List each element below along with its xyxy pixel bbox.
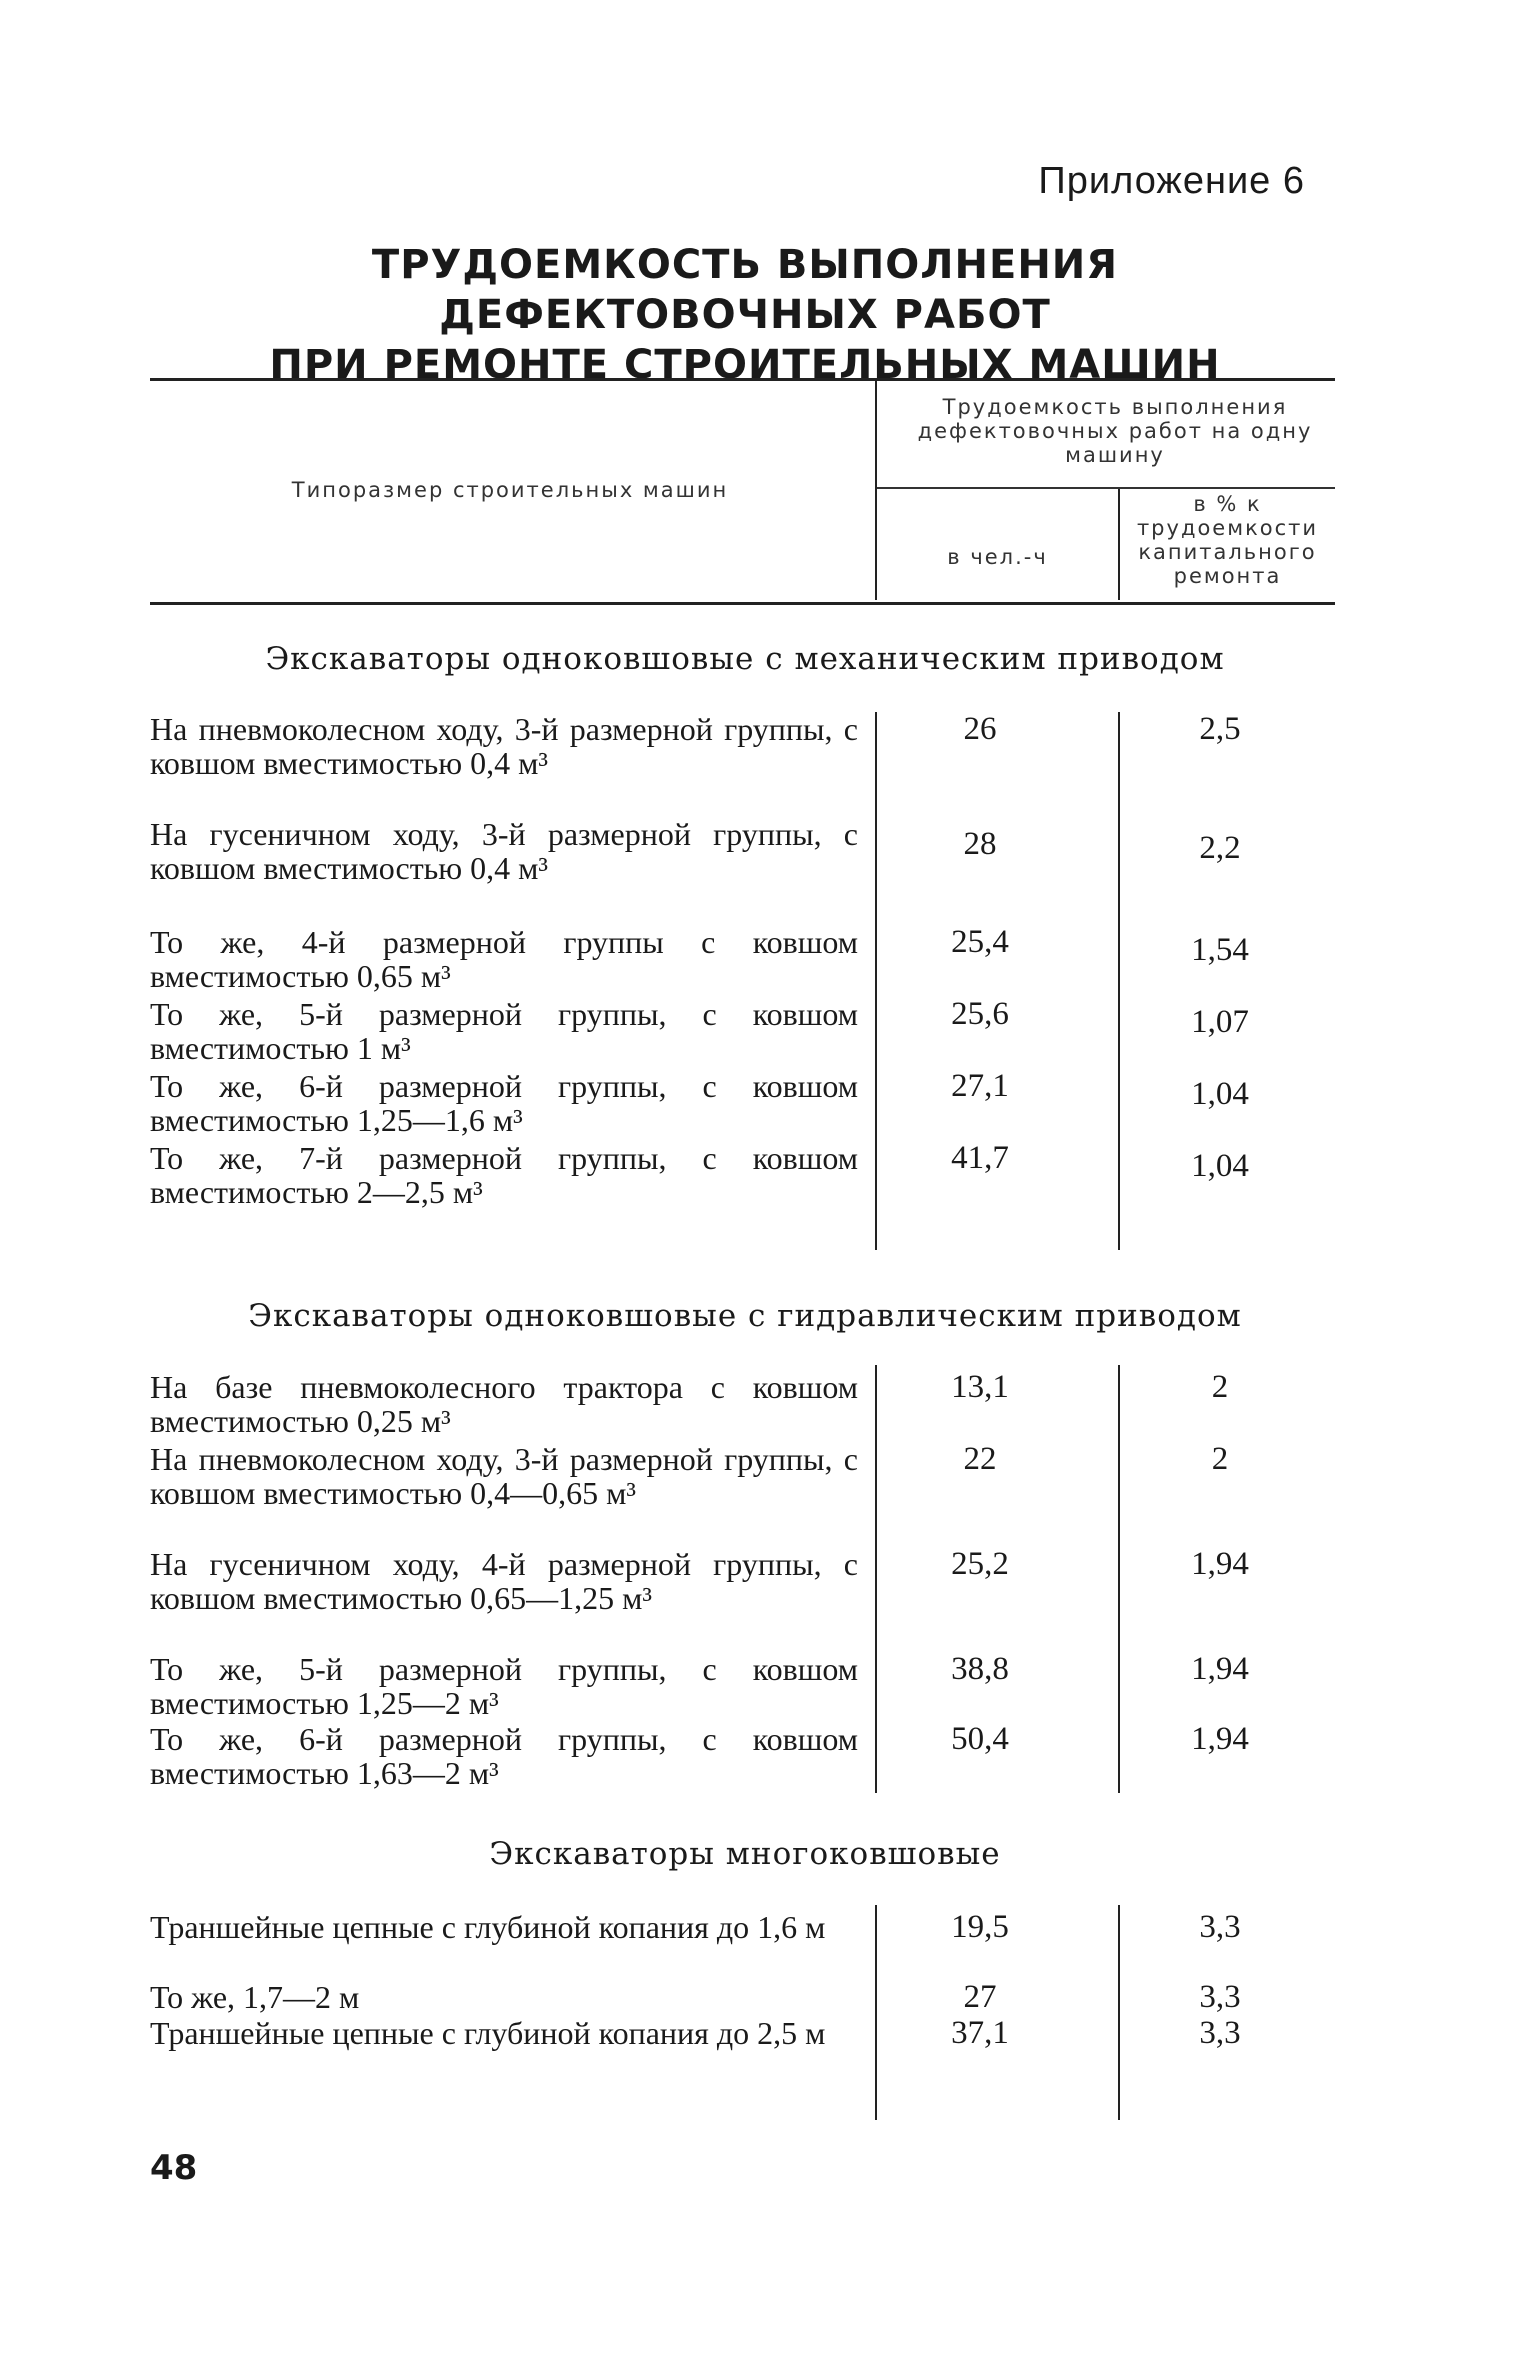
row-hours: 37,1 [951,2015,1009,2051]
table-top-rule [150,378,1335,381]
row-hours: 13,1 [951,1369,1009,1405]
row-percent: 2 [1211,1369,1229,1405]
row-description: Траншейные цепные с глубиной копания до 2,5 м [150,2015,826,2051]
row-description: То же, 5-й размерной группы, с ковшом вместимостью 1 м³ [150,996,858,1066]
row-hours: 25,6 [951,996,1009,1032]
row-description: На гусеничном ходу, 4-й размерной группы, с ковшом вместимостью 0,65—1,25 м³ [150,1546,858,1616]
row-percent: 1,04 [1191,1148,1249,1184]
title-line-2: ПРИ РЕМОНТЕ СТРОИТЕЛЬНЫХ МАШИН [269,342,1221,388]
row-description: На базе пневмоколесного трактора с ковшом вместимостью 0,25 м³ [150,1369,858,1439]
header-subrule [877,487,1335,489]
column-divider [1118,1905,1120,2120]
header-divider-main [875,380,877,600]
row-description: На пневмоколесном ходу, 3-й размерной группы, с ковшом вместимостью 0,4—0,65 м³ [150,1441,858,1511]
row-description: На гусеничном ходу, 3-й размерной группы, с ковшом вместимостью 0,4 м³ [150,816,858,886]
row-percent: 2,5 [1199,711,1241,747]
section-title: Экскаваторы одноковшовые с механическим приводом [265,641,1225,677]
page-number: 48 [150,2148,198,2188]
row-percent: 2,2 [1199,830,1241,866]
header-group: Трудоемкость выполнения дефектовочных работ на одну машину [917,395,1313,467]
row-percent: 1,54 [1191,932,1249,968]
row-description: То же, 4-й размерной группы с ковшом вместимостью 0,65 м³ [150,924,858,994]
row-percent: 3,3 [1199,1909,1241,1945]
row-description: То же, 6-й размерной группы, с ковшом вместимостью 1,63—2 м³ [150,1721,858,1791]
row-hours: 22 [963,1441,997,1477]
row-hours: 28 [963,826,997,862]
title-line-1: ТРУДОЕМКОСТЬ ВЫПОЛНЕНИЯ ДЕФЕКТОВОЧНЫХ РАБОТ [371,242,1119,338]
column-divider [1118,712,1120,1250]
header-type: Типоразмер строительных машин [291,478,729,502]
row-hours: 41,7 [951,1140,1009,1176]
table-header-bottom-rule [150,602,1335,605]
column-divider [875,1905,877,2120]
row-percent: 3,3 [1199,1979,1241,2015]
row-hours: 19,5 [951,1909,1009,1945]
header-percent: в % к трудоемкости капитального ремонта [1136,492,1319,588]
row-hours: 27 [963,1979,997,2015]
header-divider-sub [1118,489,1120,600]
row-hours: 26 [963,711,997,747]
row-percent: 1,04 [1191,1076,1249,1112]
row-hours: 38,8 [951,1651,1009,1687]
row-percent: 1,94 [1191,1721,1249,1757]
section-title: Экскаваторы многоковшовые [489,1836,1001,1872]
row-hours: 50,4 [951,1721,1009,1757]
page-title [150,240,1340,390]
row-hours: 25,4 [951,924,1009,960]
column-divider [1118,1365,1120,1793]
appendix-label: Приложение 6 [1038,160,1305,202]
row-percent: 3,3 [1199,2015,1241,2051]
row-description: На пневмоколесном ходу, 3-й размерной группы, с ковшом вместимостью 0,4 м³ [150,711,858,781]
header-hours: в чел.-ч [947,545,1048,569]
row-description: Траншейные цепные с глубиной копания до 1,6 м [150,1909,826,1945]
row-description: То же, 5-й размерной группы, с ковшом вместимостью 1,25—2 м³ [150,1651,858,1721]
column-divider [875,1365,877,1793]
row-percent: 2 [1211,1441,1229,1477]
row-hours: 27,1 [951,1068,1009,1104]
row-percent: 1,07 [1191,1004,1249,1040]
row-description: То же, 6-й размерной группы, с ковшом вместимостью 1,25—1,6 м³ [150,1068,858,1138]
column-divider [875,712,877,1250]
row-description: То же, 7-й размерной группы, с ковшом вместимостью 2—2,5 м³ [150,1140,858,1210]
row-hours: 25,2 [951,1546,1009,1582]
row-percent: 1,94 [1191,1546,1249,1582]
section-title: Экскаваторы одноковшовые с гидравлическим приводом [248,1298,1242,1334]
row-description: То же, 1,7—2 м [150,1979,360,2015]
row-percent: 1,94 [1191,1651,1249,1687]
